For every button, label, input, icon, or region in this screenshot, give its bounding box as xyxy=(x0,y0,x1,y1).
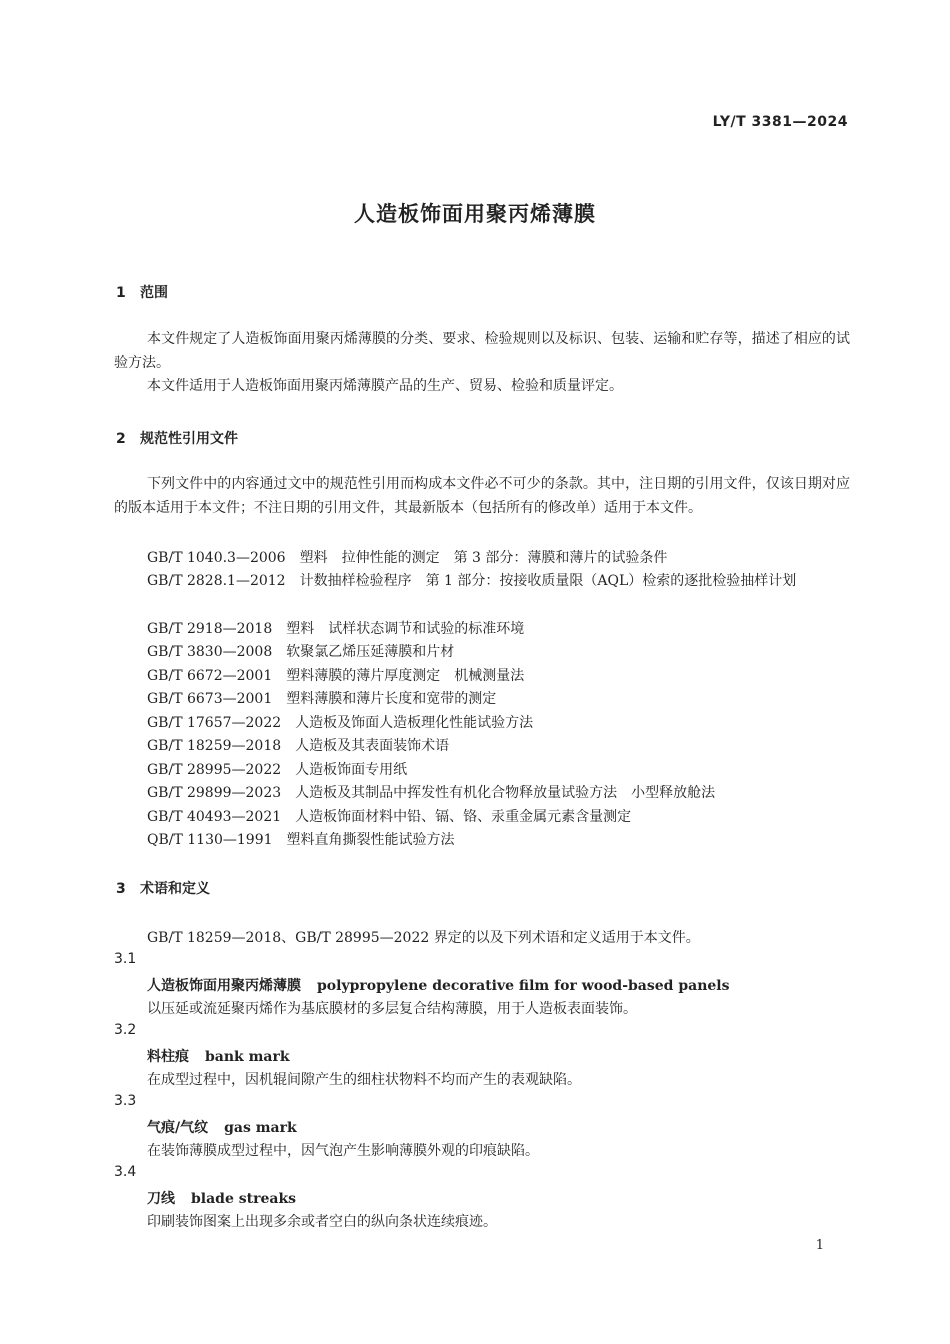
reference-item: GB/T 6672—2001 塑料薄膜的薄片厚度测定 机械测量法 xyxy=(147,668,525,684)
term-definition: 印刷装饰图案上出现多余或者空白的纵向条状连续痕迹。 xyxy=(147,1214,497,1230)
section-heading-scope xyxy=(116,282,168,302)
reference-item: GB/T 6673—2001 塑料薄膜和薄片长度和宽带的测定 xyxy=(147,691,497,707)
term-name-en: bank mark xyxy=(205,1049,290,1065)
section-heading-terms xyxy=(116,878,210,898)
reference-item: GB/T 29899—2023 人造板及其制品中挥发性有机化合物释放量试验方法 小型释放舱法 xyxy=(147,785,716,801)
scope-paragraph-1: 本文件规定了人造板饰面用聚丙烯薄膜的分类、要求、检验规则以及标识、包装、运输和贮存等，描述了相应的试验方法。 xyxy=(114,331,850,371)
term-name xyxy=(147,1046,290,1066)
reference-item: GB/T 17657—2022 人造板及饰面人造板理化性能试验方法 xyxy=(147,715,534,731)
section-number: 1 xyxy=(116,285,126,301)
term-number: 3.1 xyxy=(114,951,137,967)
section-title: 术语和定义 xyxy=(140,881,210,897)
reference-item: GB/T 2828.1—2012 计数抽样检验程序 第 1 部分：按接收质量限（AQL）检索的逐批检验抽样计划 xyxy=(147,573,797,589)
term-name xyxy=(147,975,729,995)
terms-intro: GB/T 18259—2018、GB/T 28995—2022 界定的以及下列术语和定义适用于本文件。 xyxy=(147,930,700,946)
term-name-en: polypropylene decorative film for wood-based panels xyxy=(317,978,730,994)
term-number: 3.4 xyxy=(114,1164,137,1180)
reference-item: GB/T 40493—2021 人造板饰面材料中铅、镉、铬、汞重金属元素含量测定 xyxy=(147,809,632,825)
section-number: 3 xyxy=(116,881,126,897)
standard-code: LY/T 3381—2024 xyxy=(712,114,848,130)
term-number: 3.2 xyxy=(114,1022,137,1038)
term-number: 3.3 xyxy=(114,1093,137,1109)
section-number: 2 xyxy=(116,431,126,447)
term-name-en: gas mark xyxy=(224,1120,297,1136)
term-name-en: blade streaks xyxy=(191,1191,297,1207)
term-definition: 在成型过程中，因机辊间隙产生的细柱状物料不均而产生的表观缺陷。 xyxy=(147,1072,581,1088)
term-name-zh: 人造板饰面用聚丙烯薄膜 xyxy=(147,978,301,994)
term-definition: 在装饰薄膜成型过程中，因气泡产生影响薄膜外观的印痕缺陷。 xyxy=(147,1143,539,1159)
term-name-zh: 气痕/气纹 xyxy=(147,1120,209,1136)
reference-item: GB/T 18259—2018 人造板及其表面装饰术语 xyxy=(147,738,450,754)
reference-item: GB/T 28995—2022 人造板饰面专用纸 xyxy=(147,762,408,778)
reference-item: GB/T 2918—2018 塑料 试样状态调节和试验的标准环境 xyxy=(147,621,525,637)
term-name-zh: 刀线 xyxy=(147,1191,175,1207)
term-name-zh: 料柱痕 xyxy=(147,1049,189,1065)
section-heading-normative-refs xyxy=(116,428,238,448)
term-name xyxy=(147,1188,296,1208)
term-name xyxy=(147,1117,297,1137)
document-title: 人造板饰面用聚丙烯薄膜 xyxy=(354,202,596,226)
section-title: 规范性引用文件 xyxy=(140,431,238,447)
reference-item: QB/T 1130—1991 塑料直角撕裂性能试验方法 xyxy=(147,832,455,848)
normative-refs-intro: 下列文件中的内容通过文中的规范性引用而构成本文件必不可少的条款。其中，注日期的引用文件，仅该日期对应的版本适用于本文件；不注日期的引用文件，其最新版本（包括所有的修改单）适用于本文件。 xyxy=(114,476,850,516)
reference-item: GB/T 1040.3—2006 塑料 拉伸性能的测定 第 3 部分：薄膜和薄片的试验条件 xyxy=(147,550,668,566)
reference-item: GB/T 3830—2008 软聚氯乙烯压延薄膜和片材 xyxy=(147,644,455,660)
term-definition: 以压延或流延聚丙烯作为基底膜材的多层复合结构薄膜，用于人造板表面装饰。 xyxy=(147,1001,637,1017)
scope-paragraph-2: 本文件适用于人造板饰面用聚丙烯薄膜产品的生产、贸易、检验和质量评定。 xyxy=(147,378,623,394)
section-title: 范围 xyxy=(140,285,168,301)
page-number: 1 xyxy=(815,1238,824,1253)
